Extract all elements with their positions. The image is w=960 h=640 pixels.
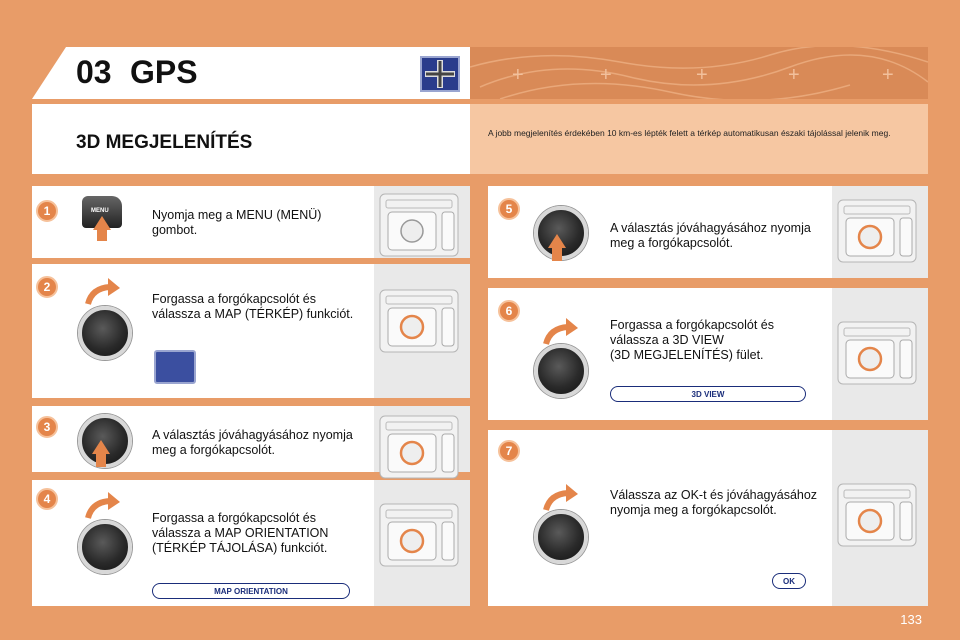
press-arrow-stem	[97, 229, 107, 241]
press-arrow-stem	[96, 453, 106, 467]
step-badge: 6	[498, 300, 520, 322]
step-text-line: (3D MEGJELENÍTÉS) fület.	[610, 348, 764, 362]
step-text-line: válassza a 3D VIEW	[610, 333, 724, 347]
radio-control-panel-icon	[836, 318, 920, 388]
radio-control-panel-icon	[836, 480, 920, 550]
step-badge: 2	[36, 276, 58, 298]
page-title: 3D MEGJELENÍTÉS	[76, 132, 253, 153]
press-arrow-stem	[552, 247, 562, 261]
gps-crossroad-icon	[420, 56, 460, 92]
step-text-line: (TÉRKÉP TÁJOLÁSA) funkciót.	[152, 541, 328, 555]
header-topo-pattern	[470, 47, 928, 99]
rotate-arrow-icon	[82, 492, 122, 522]
step-badge: 5	[498, 198, 520, 220]
menu-option-pill: 3D VIEW	[610, 386, 806, 402]
press-arrow-icon	[93, 216, 111, 230]
step-badge: 1	[36, 200, 58, 222]
step-text-line: A választás jóváhagyásához nyomja	[152, 428, 353, 442]
step-text-line: gombot.	[152, 223, 198, 237]
menu-button-label: MENU	[91, 208, 109, 214]
map-icon	[154, 350, 196, 384]
rotary-knob-icon	[534, 344, 588, 398]
step-text-line: meg a forgókapcsolót.	[610, 236, 733, 250]
radio-control-panel-icon	[378, 190, 462, 260]
step-badge: 7	[498, 440, 520, 462]
step-text-line: Forgassa a forgókapcsolót és	[152, 511, 316, 525]
step-text-line: meg a forgókapcsolót.	[152, 443, 275, 457]
step-badge: 4	[36, 488, 58, 510]
step-text-line: A választás jóváhagyásához nyomja	[610, 221, 811, 235]
section-number: 03	[76, 54, 112, 90]
svg-text:+: +	[788, 64, 800, 86]
press-arrow-icon	[92, 440, 110, 454]
step-text-line: Válassza az OK-t és jóváhagyásához	[610, 488, 818, 502]
svg-text:+: +	[696, 64, 708, 86]
radio-control-panel-icon	[378, 286, 462, 356]
info-note: A jobb megjelenítés érdekében 10 km-es lépték felett a térkép automatikusan északi tájolással jelenik meg.	[488, 128, 891, 138]
radio-control-panel-icon	[836, 196, 920, 266]
step-text-line: Nyomja meg a MENU (MENÜ)	[152, 208, 322, 222]
radio-control-panel-icon	[378, 412, 462, 482]
svg-text:+: +	[512, 64, 524, 86]
ok-option-pill: OK	[772, 573, 806, 589]
press-arrow-icon	[548, 234, 566, 248]
rotate-arrow-icon	[82, 278, 122, 308]
rotary-knob-icon	[534, 510, 588, 564]
step-text-line: Forgassa a forgókapcsolót és	[610, 318, 774, 332]
step-text-line: Forgassa a forgókapcsolót és	[152, 292, 316, 306]
step-badge: 3	[36, 416, 58, 438]
svg-text:+: +	[882, 64, 894, 86]
svg-text:+: +	[600, 64, 612, 86]
section-title: GPS	[130, 54, 198, 90]
rotary-knob-icon	[78, 520, 132, 574]
step-text-line: válassza a MAP (TÉRKÉP) funkciót.	[152, 307, 354, 321]
step-text-line: válassza a MAP ORIENTATION	[152, 526, 329, 540]
menu-option-pill: MAP ORIENTATION	[152, 583, 350, 599]
radio-control-panel-icon	[378, 500, 462, 570]
step-text-line: nyomja meg a forgókapcsolót.	[610, 503, 777, 517]
topo-map-pattern	[470, 47, 928, 99]
page-number: 133	[900, 612, 922, 627]
rotary-knob-icon	[78, 306, 132, 360]
